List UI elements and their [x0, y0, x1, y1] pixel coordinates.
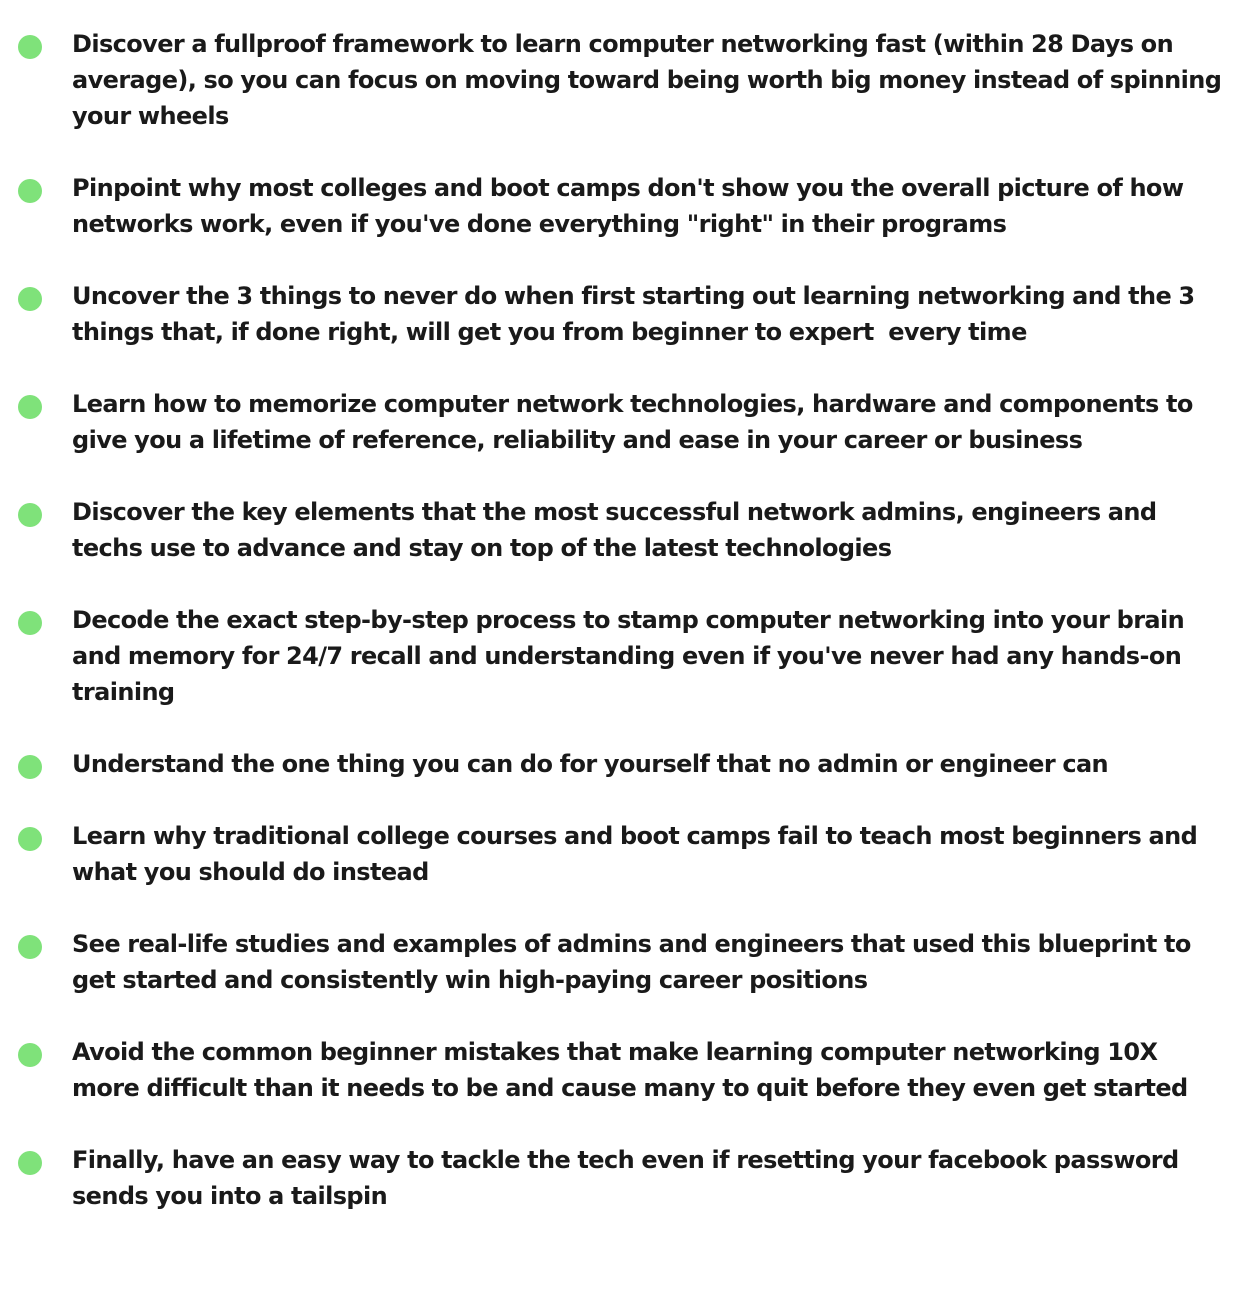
bullet-text: Pinpoint why most colleges and boot camps don't show you the overall picture of how networks work, even if you've done everything "right" in their programs [72, 174, 1191, 238]
bullet-text: Understand the one thing you can do for yourself that no admin or engineer can [72, 750, 1109, 778]
bullet-text: Discover the key elements that the most successful network admins, engineers and techs use to advance and stay on top of the latest technologies [72, 498, 1164, 562]
list-item [0, 926, 1251, 998]
bullet-text: Avoid the common beginner mistakes that make learning computer networking 10X more difficult than it needs to be and cause many to quit before they even get started [72, 1038, 1188, 1102]
list-item [0, 1142, 1251, 1214]
list-item [0, 170, 1251, 242]
green-dot-icon [18, 827, 42, 851]
bullet-text: Learn how to memorize computer network technologies, hardware and components to give you a lifetime of reference, reliability and ease in your career or business [72, 390, 1201, 454]
green-dot-icon [18, 179, 42, 203]
green-dot-icon [18, 1151, 42, 1175]
green-dot-icon [18, 35, 42, 59]
green-dot-icon [18, 1043, 42, 1067]
bullet-text: Discover a fullproof framework to learn computer networking fast (within 28 Days on average), so you can focus on moving toward being worth big money instead of spinning your wheels [72, 30, 1229, 130]
green-dot-icon [18, 503, 42, 527]
list-item [0, 746, 1251, 782]
list-item [0, 818, 1251, 890]
bullet-text: Uncover the 3 things to never do when first starting out learning networking and the 3 things that, if done right, will get you from beginner to expert every time [72, 282, 1202, 346]
list-item [0, 602, 1251, 710]
green-dot-icon [18, 287, 42, 311]
list-item [0, 494, 1251, 566]
list-item [0, 386, 1251, 458]
green-dot-icon [18, 395, 42, 419]
bullet-text: Learn why traditional college courses and boot camps fail to teach most beginners and what you should do instead [72, 822, 1205, 886]
bullet-text: Finally, have an easy way to tackle the tech even if resetting your facebook password sends you into a tailspin [72, 1146, 1186, 1210]
list-item [0, 26, 1251, 134]
list-item [0, 1034, 1251, 1106]
bullet-text: Decode the exact step-by-step process to stamp computer networking into your brain and memory for 24/7 recall and understanding even if you've never had any hands-on training [72, 606, 1192, 706]
bullet-text: See real-life studies and examples of admins and engineers that used this blueprint to get started and consistently win high-paying career positions [72, 930, 1199, 994]
green-dot-icon [18, 755, 42, 779]
benefits-list [0, 26, 1251, 1250]
green-dot-icon [18, 611, 42, 635]
list-item [0, 278, 1251, 350]
green-dot-icon [18, 935, 42, 959]
